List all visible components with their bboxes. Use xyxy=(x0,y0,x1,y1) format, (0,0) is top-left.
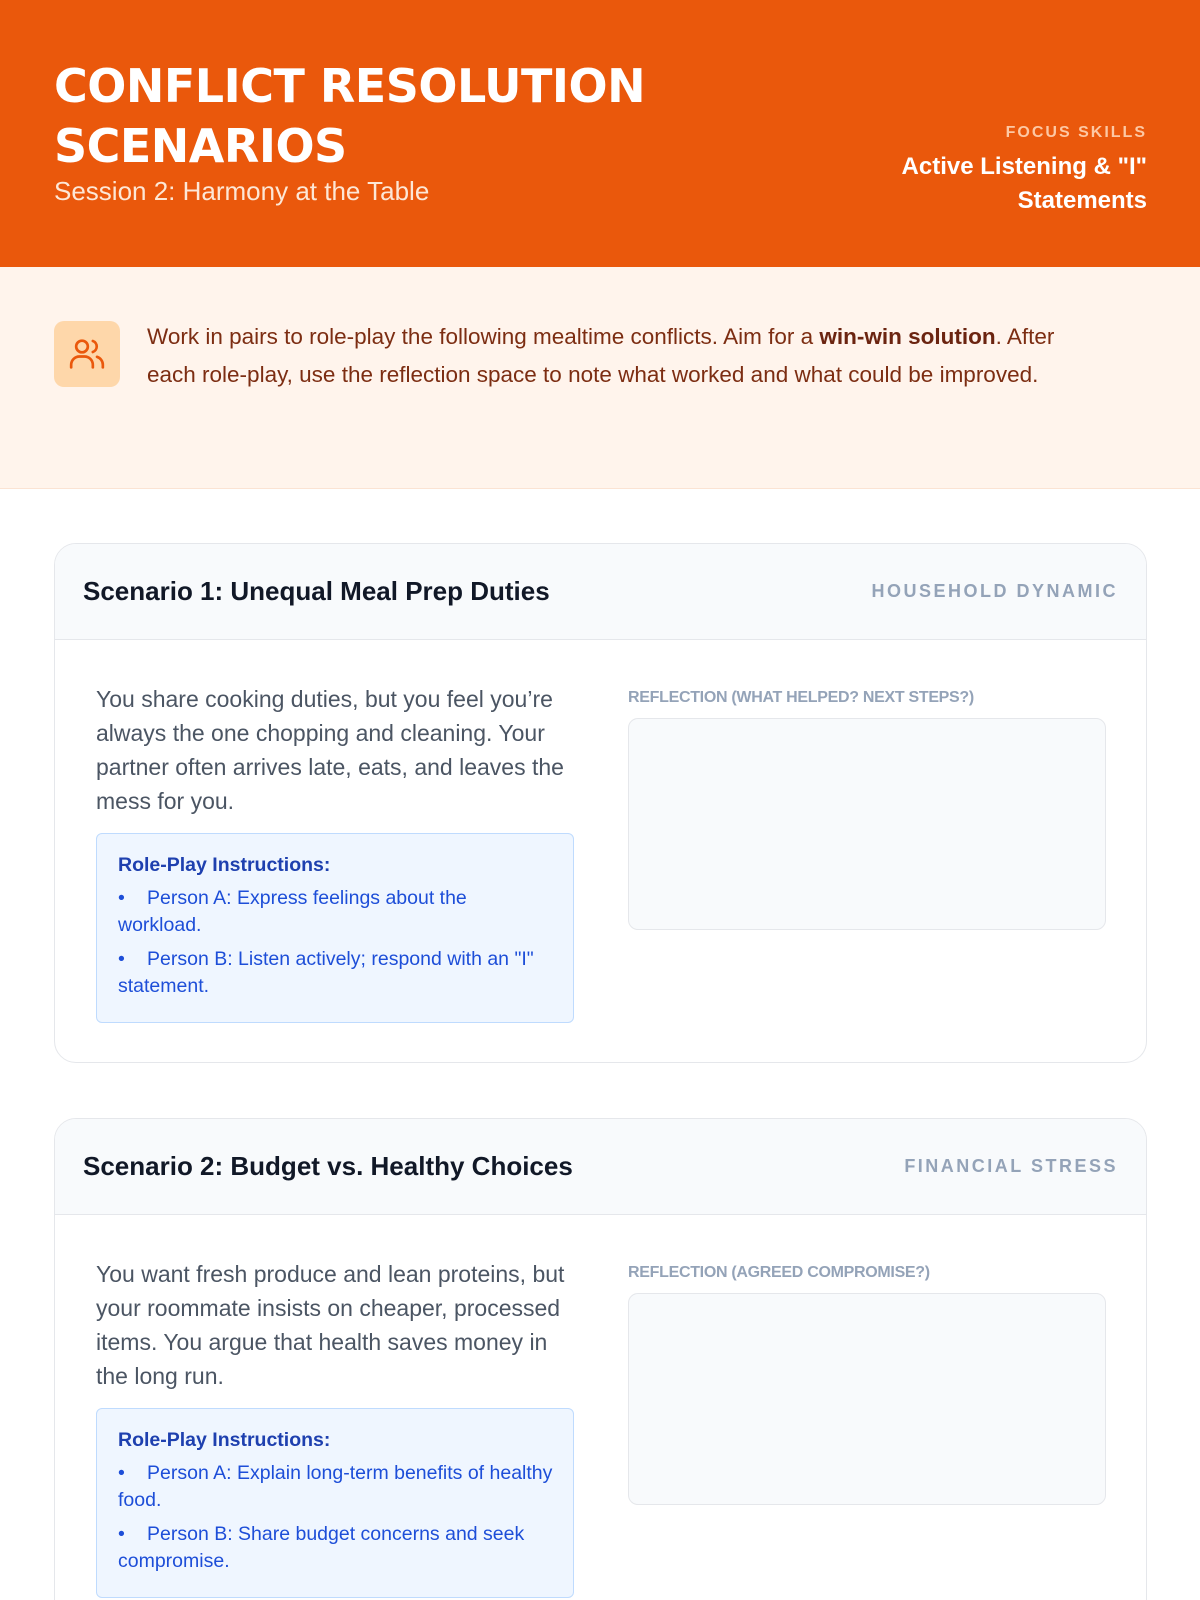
scenario-card-header xyxy=(55,544,1146,640)
list-item: • Person B: Share budget concerns and seek compromise. xyxy=(118,1523,525,1572)
roleplay-instructions xyxy=(96,1408,574,1598)
page-subtitle: Session 2: Harmony at the Table xyxy=(54,176,430,206)
list-item: • Person A: Explain long-term benefits of healthy food. xyxy=(118,1462,553,1511)
list-item: • Person B: Listen actively; respond with an "I" statement. xyxy=(118,948,534,997)
focus-skills xyxy=(807,124,1147,218)
scenario-title: Scenario 1: Unequal Meal Prep Duties xyxy=(83,576,550,606)
intro-highlight: win-win solution xyxy=(819,324,996,349)
reflection-field[interactable] xyxy=(628,1293,1106,1505)
intro-panel xyxy=(0,267,1200,489)
reflection-label: REFLECTION (WHAT HELPED? NEXT STEPS?) xyxy=(628,689,974,706)
list-item: • Person A: Express feelings about the workload. xyxy=(118,887,467,936)
scenario-tag: HOUSEHOLD DYNAMIC xyxy=(871,581,1118,601)
roleplay-instructions xyxy=(96,833,574,1023)
scenario-description: You want fresh produce and lean proteins, but your roommate insists on cheaper, processed items. You argue that health saves money in the long run. xyxy=(96,1261,565,1389)
scenario-card-header xyxy=(55,1119,1146,1215)
roleplay-title: Role-Play Instructions: xyxy=(118,854,331,876)
intro-text: Work in pairs to role-play the following mealtime conflicts. Aim for a win-win solution. After each role-play, use the reflection space to note what worked and what could be improved. xyxy=(147,324,1055,387)
scenario-title: Scenario 2: Budget vs. Healthy Choices xyxy=(83,1151,573,1181)
scenario-tag: FINANCIAL STRESS xyxy=(904,1156,1118,1176)
scenario-description: You share cooking duties, but you feel you’re always the one chopping and cleaning. Your partner often arrives late, eats, and leaves the mess for you. xyxy=(96,686,564,814)
scenario-card-1 xyxy=(54,543,1147,1063)
roleplay-title: Role-Play Instructions: xyxy=(118,1429,331,1451)
users-icon xyxy=(54,321,120,387)
focus-skills-label: FOCUS SKILLS xyxy=(1005,124,1147,141)
focus-skills-value: Active Listening & "I" Statements xyxy=(901,153,1147,214)
header-banner xyxy=(0,0,1200,267)
page-title: CONFLICT RESOLUTION SCENARIOS xyxy=(54,59,646,173)
scenario-card-2 xyxy=(54,1118,1147,1600)
reflection-field[interactable] xyxy=(628,718,1106,930)
reflection-label: REFLECTION (AGREED COMPROMISE?) xyxy=(628,1264,930,1281)
